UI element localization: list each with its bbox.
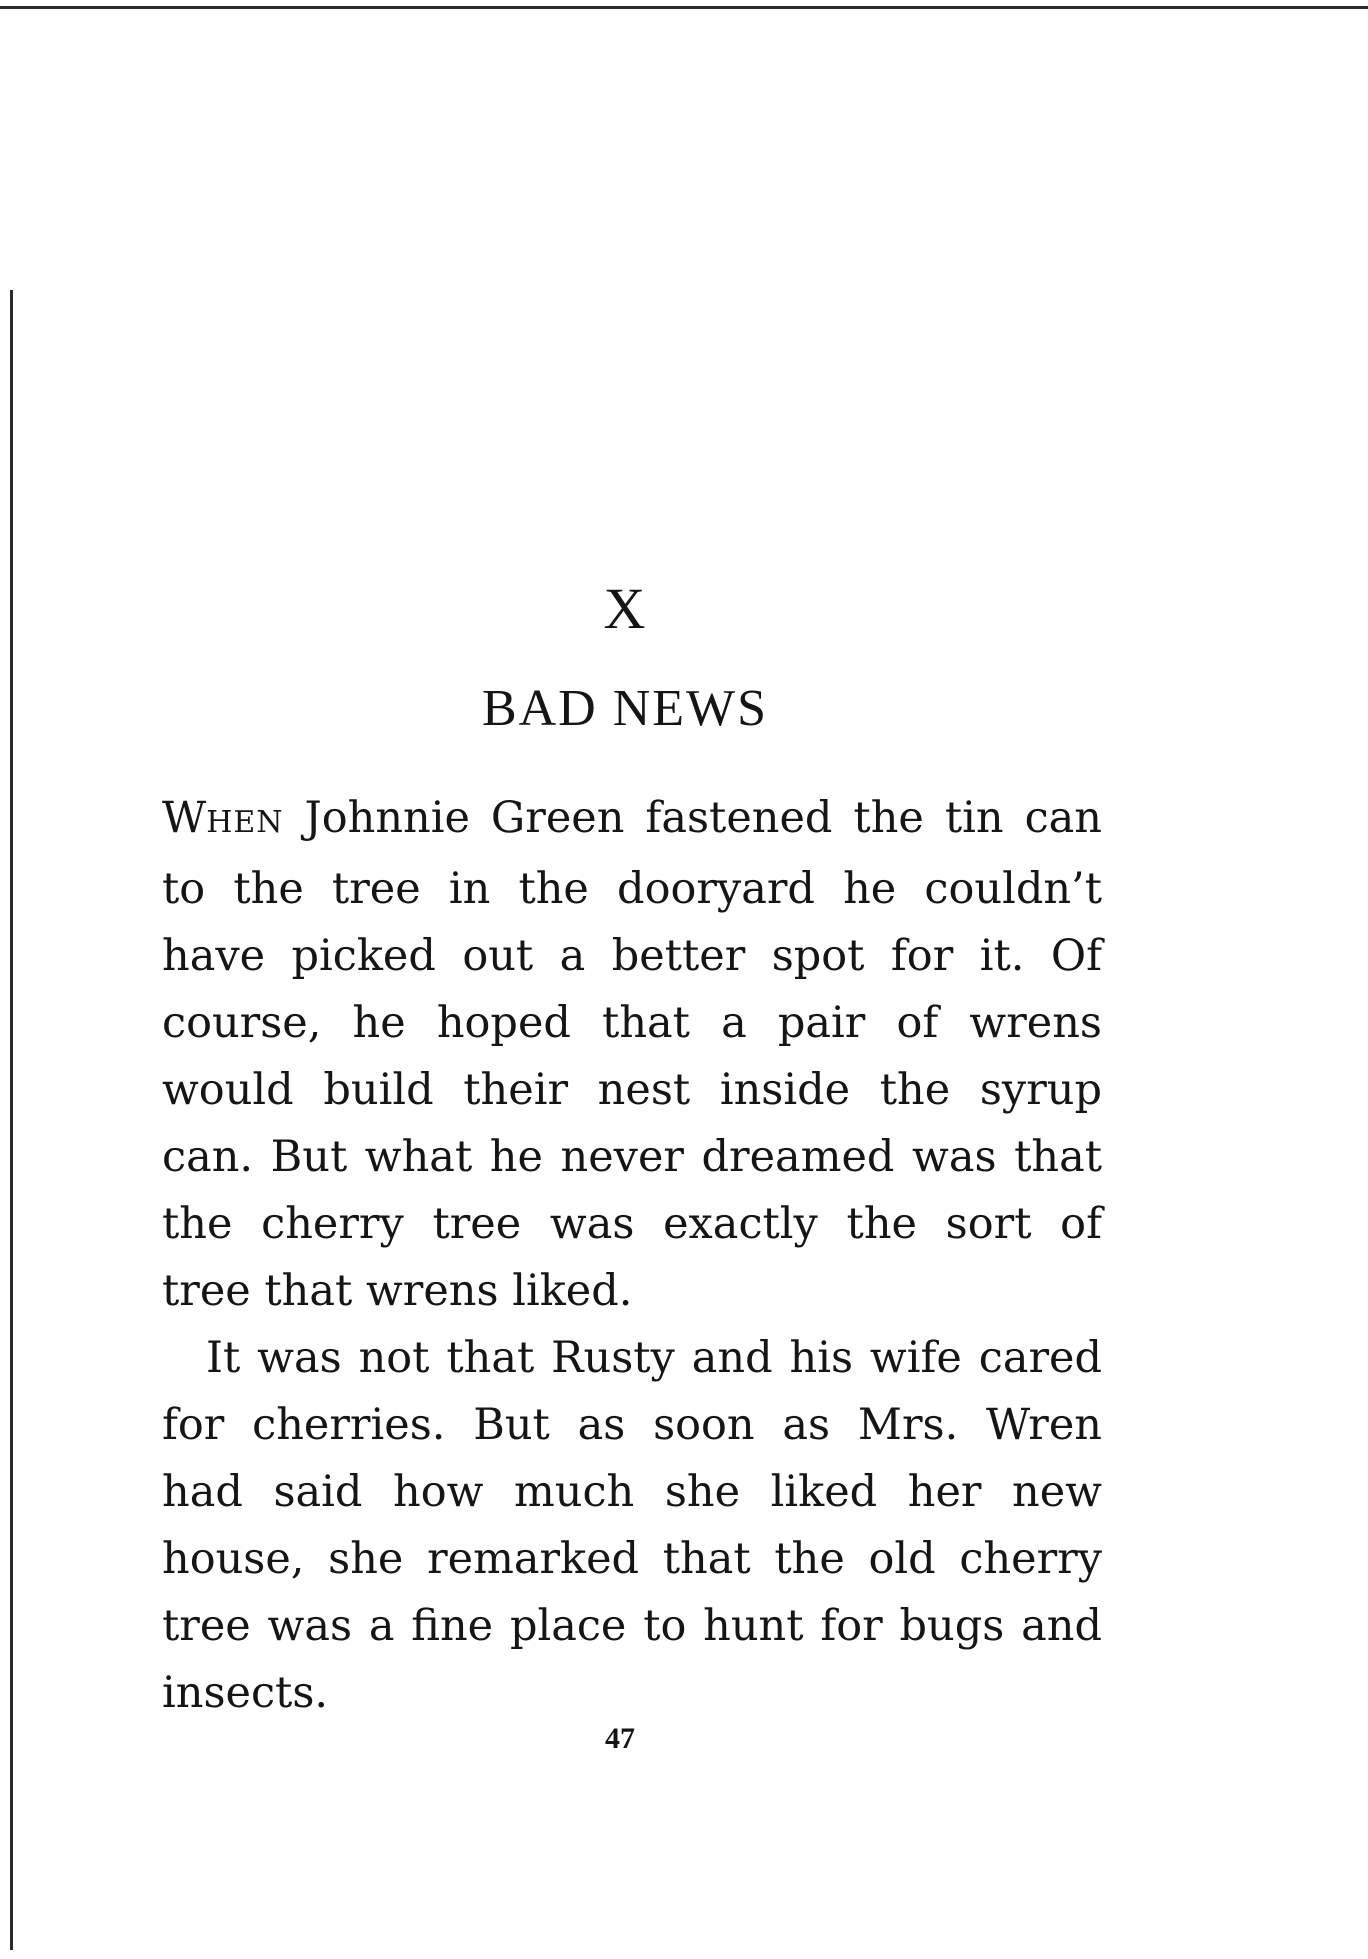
chapter-number: X	[603, 576, 647, 641]
text-line: It was not that Rusty and his wife cared	[206, 1333, 1102, 1383]
chapter-title: BAD NEWS	[481, 680, 769, 737]
text-line: course, he hoped that a pair of wrens	[162, 998, 1102, 1048]
text-line: had said how much she liked her new	[162, 1467, 1102, 1517]
text-line: would build their nest inside the syrup	[162, 1065, 1102, 1115]
text-line: to the tree in the dooryard he couldn’t	[162, 864, 1102, 914]
text-line: have picked out a better spot for it. Of	[162, 931, 1102, 981]
small-caps-rest: HEN	[206, 805, 284, 840]
text-line	[162, 785, 1102, 856]
page-number: 47	[605, 1722, 635, 1755]
text-line: can. But what he never dreamed was that	[162, 1132, 1102, 1182]
text-line: insects.	[162, 1668, 329, 1718]
text-line: tree was a fine place to hunt for bugs and	[162, 1601, 1102, 1651]
body-text	[162, 785, 1102, 1727]
page-edge-top	[0, 6, 1368, 9]
text-line: tree that wrens liked.	[162, 1266, 633, 1316]
small-caps-initial: W	[162, 793, 207, 843]
paragraph-1	[162, 785, 1102, 1325]
page-edge-left	[10, 290, 13, 1950]
text-line: the cherry tree was exactly the sort of	[162, 1199, 1102, 1249]
text-line: for cherries. But as soon as Mrs. Wren	[162, 1400, 1102, 1450]
text-line: house, she remarked that the old cherry	[162, 1534, 1102, 1584]
paragraph-2	[162, 1325, 1102, 1727]
first-line-text: Johnnie Green fastened the tin can	[283, 793, 1102, 843]
